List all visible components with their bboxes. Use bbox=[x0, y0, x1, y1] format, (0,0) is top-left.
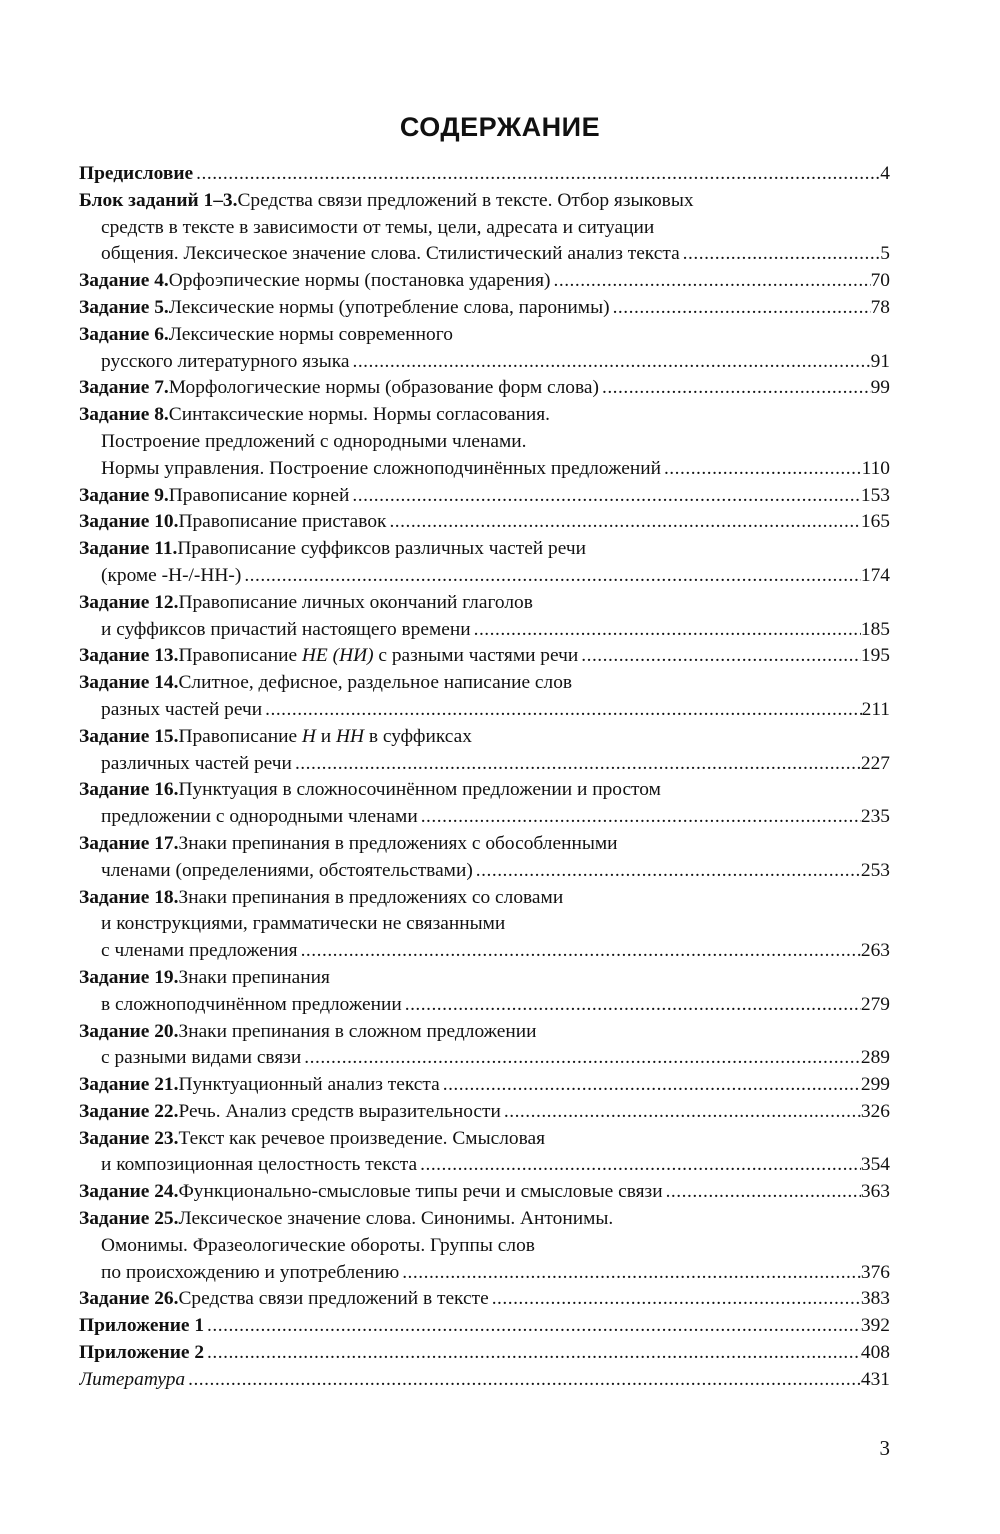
toc-entry-text: по происхождению и употреблению bbox=[101, 1261, 400, 1283]
toc-entry[interactable] bbox=[79, 295, 890, 322]
toc-entry-label: Приложение 1 bbox=[79, 1315, 205, 1337]
dot-leader bbox=[473, 858, 861, 885]
toc-entry[interactable] bbox=[79, 1126, 890, 1153]
dot-leader bbox=[551, 268, 871, 295]
dot-leader bbox=[578, 643, 861, 670]
toc-entry-label: Задание 9. bbox=[79, 484, 169, 506]
toc-entry-label: Задание 5. bbox=[79, 296, 169, 318]
toc-entry-label: Задание 17. bbox=[79, 832, 179, 854]
toc-entry-text: Правописание личных окончаний глаголов bbox=[178, 591, 533, 613]
toc-entry-text: Морфологические нормы (образование форм слова) bbox=[168, 377, 599, 399]
toc-entry-label: Задание 16. bbox=[79, 779, 179, 801]
toc-entry-label: Литература bbox=[79, 1368, 186, 1390]
toc-entry-text: Правописание приставок bbox=[178, 511, 387, 533]
toc-entry-continuation bbox=[79, 911, 890, 938]
toc-entry-label: Задание 12. bbox=[79, 591, 179, 613]
toc-entry-text: Пунктуация в сложносочинённом предложении и простом bbox=[178, 779, 661, 801]
toc-entry-page: 5 bbox=[880, 243, 890, 265]
toc-entry-continuation bbox=[79, 1260, 890, 1287]
dot-leader bbox=[471, 617, 861, 644]
toc-entry[interactable] bbox=[79, 188, 890, 215]
toc-entry-text: Правописание корней bbox=[168, 484, 350, 506]
toc-entry-page: 99 bbox=[870, 377, 890, 399]
dot-leader bbox=[349, 349, 870, 376]
toc-entry-label: Задание 19. bbox=[79, 966, 179, 988]
toc-entry[interactable] bbox=[79, 1313, 890, 1340]
toc-entry-label: Задание 13. bbox=[79, 645, 179, 667]
toc-entry-page: 110 bbox=[861, 457, 890, 479]
toc-entry-text: Лексическое значение слова. Синонимы. Антонимы. bbox=[178, 1208, 614, 1230]
toc-entry-page: 70 bbox=[870, 270, 890, 292]
toc-entry-page: 195 bbox=[860, 645, 890, 667]
toc-entry[interactable] bbox=[79, 590, 890, 617]
toc-entry[interactable] bbox=[79, 161, 890, 188]
toc-entry-continuation bbox=[79, 1045, 890, 1072]
toc-entry-text: с разными видами связи bbox=[101, 1047, 302, 1069]
toc-entry[interactable] bbox=[79, 1340, 890, 1367]
dot-leader bbox=[204, 1340, 861, 1367]
toc-entry-text: Правописание Н и НН в суффиксах bbox=[178, 725, 472, 747]
toc-entry-page: 235 bbox=[860, 806, 890, 828]
toc-entry-page: 383 bbox=[860, 1288, 890, 1310]
toc-entry-text: Средства связи предложений в тексте. Отбор языковых bbox=[237, 189, 694, 211]
dot-leader bbox=[610, 295, 871, 322]
toc-entry-continuation bbox=[79, 215, 890, 242]
toc-entry-text: Правописание НЕ (НИ) с разными частями речи bbox=[178, 645, 579, 667]
toc-entry-text: Пунктуационный анализ текста bbox=[178, 1074, 440, 1096]
toc-entry-text: и конструкциями, грамматически не связанными bbox=[101, 913, 506, 935]
toc-entry-page: 78 bbox=[870, 296, 890, 318]
toc-entry-text: средств в тексте в зависимости от темы, цели, адресата и ситуации bbox=[101, 216, 655, 238]
toc-entry-text: (кроме -Н-/-НН-) bbox=[101, 564, 242, 586]
toc-entry-page: 227 bbox=[860, 752, 890, 774]
toc-entry-page: 4 bbox=[880, 163, 890, 184]
toc-entry-label: Задание 25. bbox=[79, 1208, 179, 1230]
toc-entry-page: 263 bbox=[860, 940, 890, 962]
toc-entry-text: членами (определениями, обстоятельствами) bbox=[101, 859, 473, 881]
toc-entry-text: Слитное, дефисное, раздельное написание слов bbox=[178, 672, 573, 694]
toc-entry-continuation bbox=[79, 751, 890, 778]
toc-entry-label: Задание 4. bbox=[79, 270, 169, 292]
toc-entry-text: Построение предложений с однородными членами. bbox=[101, 430, 527, 452]
toc-entry-label: Задание 21. bbox=[79, 1074, 179, 1096]
toc-entry[interactable] bbox=[79, 1367, 890, 1394]
toc-entry-page: 376 bbox=[860, 1261, 890, 1283]
toc-entry-label: Задание 20. bbox=[79, 1020, 179, 1042]
toc-entry-page: 165 bbox=[860, 511, 890, 533]
toc-entry-continuation bbox=[79, 241, 890, 268]
toc-entry-label: Задание 15. bbox=[79, 725, 179, 747]
toc-entry-page: 431 bbox=[860, 1368, 890, 1390]
toc-entry-label: Задание 22. bbox=[79, 1100, 179, 1122]
toc-entry-label: Задание 11. bbox=[79, 538, 178, 560]
toc-entry-text: Правописание суффиксов различных частей речи bbox=[177, 538, 586, 560]
toc-entry[interactable] bbox=[79, 536, 890, 563]
toc-entry-page: 279 bbox=[860, 993, 890, 1015]
toc-entry-page: 408 bbox=[860, 1342, 890, 1364]
toc-entry[interactable] bbox=[79, 724, 890, 751]
toc-entry-text: Знаки препинания bbox=[178, 966, 330, 988]
dot-leader bbox=[204, 1313, 861, 1340]
toc-entry-text: Знаки препинания в предложениях с обособленными bbox=[178, 832, 618, 854]
toc-entry-label: Задание 10. bbox=[79, 511, 179, 533]
toc-entry-label: Задание 8. bbox=[79, 404, 169, 426]
toc-entry-text: Функционально-смысловые типы речи и смысловые связи bbox=[178, 1181, 663, 1203]
dot-leader bbox=[262, 697, 861, 724]
toc-entry[interactable] bbox=[79, 1206, 890, 1233]
toc-entry-page: 211 bbox=[861, 698, 890, 720]
toc-entry[interactable] bbox=[79, 375, 890, 402]
toc-entry-page: 299 bbox=[860, 1074, 890, 1096]
toc-entry-page: 174 bbox=[860, 564, 890, 586]
dot-leader bbox=[663, 1179, 861, 1206]
toc-entry[interactable] bbox=[79, 777, 890, 804]
dot-leader bbox=[193, 161, 880, 188]
toc-entry[interactable] bbox=[79, 965, 890, 992]
toc-entry[interactable] bbox=[79, 670, 890, 697]
toc-entry[interactable] bbox=[79, 322, 890, 349]
dot-leader bbox=[680, 241, 881, 268]
toc-entry-label: Задание 18. bbox=[79, 886, 179, 908]
toc-entry-continuation bbox=[79, 938, 890, 965]
toc-entry-text: Средства связи предложений в тексте bbox=[178, 1288, 489, 1310]
dot-leader bbox=[599, 375, 871, 402]
toc-entry[interactable] bbox=[79, 885, 890, 912]
toc-entry[interactable] bbox=[79, 509, 890, 536]
toc-entry-text: русского литературного языка bbox=[101, 350, 350, 372]
toc-entry-continuation bbox=[79, 992, 890, 1019]
toc-entry-text: Орфоэпические нормы (постановка ударения) bbox=[168, 270, 551, 292]
toc-entry[interactable] bbox=[79, 1286, 890, 1313]
toc-entry-label: Приложение 2 bbox=[79, 1342, 205, 1364]
toc-entry-continuation bbox=[79, 697, 890, 724]
toc-entry-page: 392 bbox=[860, 1315, 890, 1337]
toc-entry-continuation bbox=[79, 563, 890, 590]
toc-entry-continuation bbox=[79, 617, 890, 644]
dot-leader bbox=[418, 804, 861, 831]
toc-entry-label: Задание 14. bbox=[79, 672, 179, 694]
toc-entry-text: различных частей речи bbox=[101, 752, 292, 774]
toc-entry-page: 253 bbox=[860, 859, 890, 881]
toc-entry[interactable] bbox=[79, 268, 890, 295]
toc-entry-page: 91 bbox=[870, 350, 890, 372]
dot-leader bbox=[292, 751, 861, 778]
toc-entry-label: Задание 24. bbox=[79, 1181, 179, 1203]
dot-leader bbox=[501, 1099, 861, 1126]
toc-entry[interactable] bbox=[79, 1099, 890, 1126]
toc-entry-label: Задание 7. bbox=[79, 377, 169, 399]
dot-leader bbox=[661, 456, 862, 483]
page-title: СОДЕРЖАНИЕ bbox=[399, 112, 601, 142]
toc-entry-text: Знаки препинания в предложениях со словами bbox=[178, 886, 564, 908]
toc-entry[interactable] bbox=[79, 1179, 890, 1206]
toc-entry-text: и суффиксов причастий настоящего времени bbox=[101, 618, 471, 640]
toc-entry-label: Предисловие bbox=[79, 163, 194, 184]
toc-entry-continuation bbox=[79, 1233, 890, 1260]
toc-entry-page: 289 bbox=[860, 1047, 890, 1069]
toc-entry[interactable] bbox=[79, 643, 890, 670]
toc-entry-continuation bbox=[79, 1152, 890, 1179]
toc-entry-text: Текст как речевое произведение. Смысловая bbox=[178, 1127, 546, 1149]
toc-entry-label: Задание 26. bbox=[79, 1288, 179, 1310]
toc-entry-text: и композиционная целостность текста bbox=[101, 1154, 418, 1176]
toc-entry-text: в сложноподчинённом предложении bbox=[101, 993, 402, 1015]
dot-leader bbox=[349, 483, 861, 510]
dot-leader bbox=[489, 1286, 861, 1313]
toc-entry-text: общения. Лексическое значение слова. Стилистический анализ текста bbox=[101, 243, 680, 265]
toc-entry-continuation bbox=[79, 429, 890, 456]
toc-entry[interactable] bbox=[79, 831, 890, 858]
toc-entry-page: 363 bbox=[860, 1181, 890, 1203]
toc-entry-text: с членами предложения bbox=[101, 940, 298, 962]
dot-leader bbox=[402, 992, 861, 1019]
toc-entry[interactable] bbox=[79, 1019, 890, 1046]
toc-entry-text: Знаки препинания в сложном предложении bbox=[178, 1020, 537, 1042]
dot-leader bbox=[298, 938, 861, 965]
toc-entry-text: предложении с однородными членами bbox=[101, 806, 418, 828]
toc-entry-label: Задание 23. bbox=[79, 1127, 179, 1149]
toc-entry-text: Омонимы. Фразеологические обороты. Группы слов bbox=[101, 1234, 535, 1256]
dot-leader bbox=[399, 1260, 861, 1287]
toc-entry[interactable] bbox=[79, 1072, 890, 1099]
toc-entry-page: 185 bbox=[860, 618, 890, 640]
toc-entry-page: 354 bbox=[860, 1154, 890, 1176]
dot-leader bbox=[301, 1045, 861, 1072]
toc-entry-text: Речь. Анализ средств выразительности bbox=[178, 1100, 501, 1122]
toc-entry-page: 326 bbox=[860, 1100, 890, 1122]
toc-entry-continuation bbox=[79, 804, 890, 831]
toc-entry-continuation bbox=[79, 349, 890, 376]
toc-entry-label: Задание 6. bbox=[79, 323, 169, 345]
toc-entry-label: Блок заданий 1–3. bbox=[79, 189, 238, 211]
dot-leader bbox=[185, 1367, 861, 1394]
dot-leader bbox=[241, 563, 861, 590]
dot-leader bbox=[440, 1072, 861, 1099]
toc-entry-text: Нормы управления. Построение сложноподчинённых предложений bbox=[101, 457, 661, 479]
dot-leader bbox=[386, 509, 860, 536]
toc-entry-continuation bbox=[79, 456, 890, 483]
table-of-contents bbox=[79, 161, 890, 1394]
toc-entry-text: разных частей речи bbox=[101, 698, 263, 720]
page-number: 3 bbox=[879, 1436, 890, 1460]
dot-leader bbox=[417, 1152, 861, 1179]
toc-entry-page: 153 bbox=[860, 484, 890, 506]
toc-entry-continuation bbox=[79, 858, 890, 885]
toc-entry[interactable] bbox=[79, 483, 890, 510]
toc-entry-text: Лексические нормы современного bbox=[168, 323, 453, 345]
toc-entry[interactable] bbox=[79, 402, 890, 429]
toc-entry-text: Синтаксические нормы. Нормы согласования. bbox=[168, 404, 551, 426]
toc-entry-text: Лексические нормы (употребление слова, паронимы) bbox=[168, 296, 610, 318]
